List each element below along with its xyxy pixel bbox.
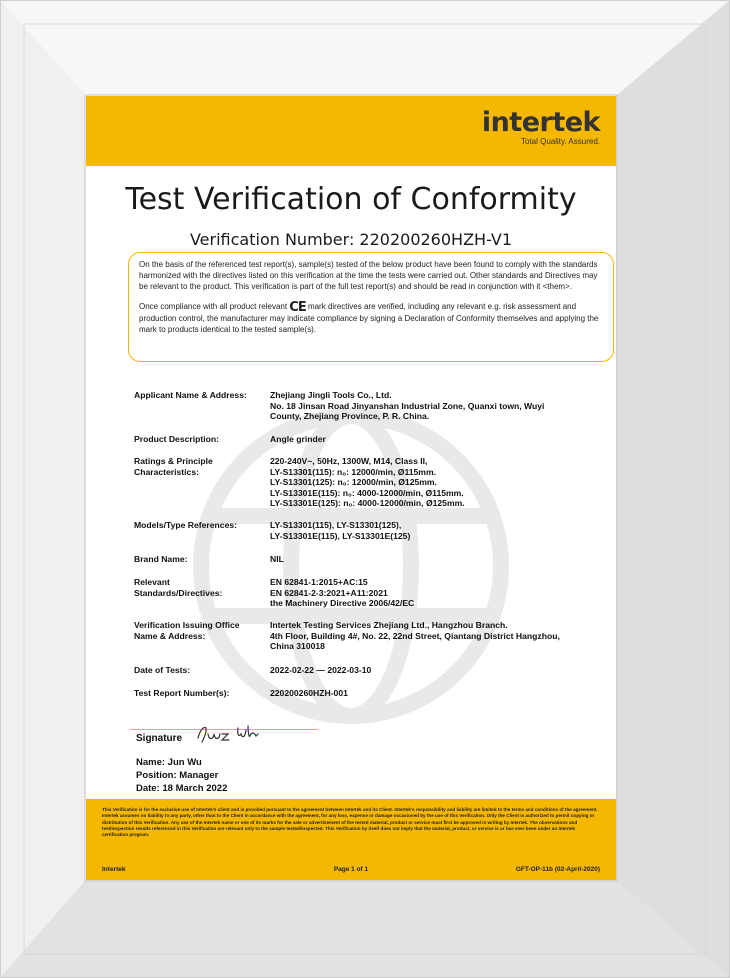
declaration-paragraph-1: On the basis of the referenced test report(s), sample(s) tested of the below product have been found to comply with the standards harmonized with the directives listed on this verification at the time the tests were carried out. Other standards and Directives may be relevant to the product. This verification is part of the full test report(s) and should be read in conjunction with it <them>. xyxy=(139,260,598,291)
label-brand: Brand Name: xyxy=(134,554,188,564)
value-office xyxy=(270,620,604,652)
value-brand: NIL xyxy=(270,554,284,564)
value-applicant xyxy=(270,390,604,422)
logo-wordmark: intertek xyxy=(481,107,600,138)
declaration-text-a: Once compliance with all product relevant xyxy=(139,302,290,311)
signer-details xyxy=(136,756,227,795)
label-line: Characteristics: xyxy=(134,466,199,477)
intertek-logo xyxy=(482,108,600,146)
value-line: No. 18 Jinsan Road Jinyanshan Industrial Zone, Quanxi town, Wuyi xyxy=(270,400,545,411)
value-line: LY-S13301E(115), LY-S13301E(125) xyxy=(270,530,411,541)
header-band xyxy=(86,96,616,166)
value-line: LY-S13301(125): n₀: 12000/min, Ø125mm. xyxy=(270,477,437,487)
label-dates: Date of Tests: xyxy=(134,665,191,675)
label-line: Ratings & Principle xyxy=(134,456,213,466)
document-title: Test Verification of Conformity xyxy=(125,182,577,217)
label-applicant: Applicant Name & Address: xyxy=(134,390,247,400)
handwritten-signature xyxy=(194,720,264,746)
value-line: China 310018 xyxy=(270,641,325,651)
signer-position: Position: Manager xyxy=(136,770,219,781)
value-dates: 2022-02-22 — 2022-03-10 xyxy=(270,665,372,675)
declaration-text-b: mark directives are verified, including any relevant e.g. risk assessment and production control, the manufacturer may indicate compliance by signing a Declaration of Conformity themselves and applying the mark to products identical to the tested sample(s). xyxy=(139,302,599,334)
signature-date: Date: 18 March 2022 xyxy=(136,783,228,794)
declaration-box xyxy=(128,252,614,362)
label-office xyxy=(134,620,264,641)
signer-name: Name: Jun Wu xyxy=(136,757,202,768)
logo-tagline: Total Quality. Assured. xyxy=(521,137,600,146)
globe-watermark xyxy=(181,396,521,736)
footer-band xyxy=(86,799,616,880)
footer-page-number: Page 1 of 1 xyxy=(333,866,369,873)
label-report: Test Report Number(s): xyxy=(134,688,230,698)
value-models xyxy=(270,520,604,541)
label-line: Name & Address: xyxy=(134,630,206,641)
value-line: County, Zhejiang Province, P. R. China. xyxy=(270,411,430,421)
value-line: Zhejiang Jingli Tools Co., Ltd. xyxy=(270,390,392,400)
value-line: EN 62841-1:2015+AC:15 xyxy=(270,577,368,587)
label-product: Product Description: xyxy=(134,434,219,444)
label-ratings xyxy=(134,456,264,477)
value-line: EN 62841-2-3:2021+A11:2021 xyxy=(270,587,388,598)
value-line: LY-S13301(115): n₀: 12000/min, Ø115mm. xyxy=(270,466,436,477)
value-line: Intertek Testing Services Zhejiang Ltd., Hangzhou Branch. xyxy=(270,620,508,630)
label-models: Models/Type References: xyxy=(134,520,237,530)
value-line: LY-S13301E(115): n₀: 4000-12000/min, Ø115mm. xyxy=(270,487,464,498)
disclaimer-text: This Verification is for the exclusive use of Intertek's client and is provided pursuant to the agreement between Intertek and its Client. Intertek's responsibility and liability are limited to the terms and conditions of the agreement. Intertek assumes no liability to any party, other than to the Client in accordance with the agreement, for any loss, expense or damage occasioned by the use of this Verification. Only the Client is authorized to permit copying or distribution of this Verification. Any use of the Intertek name or one of its marks for the sale or advertisement of the tested material, product or service must first be approved in writing by Intertek. The observations and test/inspection results referenced in this Verification are relevant only to the sample tested/inspected. This Verification by itself does not imply that the material, product, or service is or has ever been under an Intertek certification program. xyxy=(102,807,598,838)
verification-number: Verification Number: 220200260HZH-V1 xyxy=(189,230,513,249)
declaration-paragraph-2 xyxy=(139,301,603,335)
value-line: 220-240V~, 50Hz, 1300W, M14, Class II, xyxy=(270,456,428,466)
value-line: LY-S13301(115), LY-S13301(125), xyxy=(270,520,402,530)
ce-mark: CE xyxy=(289,300,306,315)
certificate-page xyxy=(86,96,616,880)
footer-form-code: GFT-OP-11b (02-April-2020) xyxy=(515,866,600,873)
value-standards xyxy=(270,577,604,609)
label-line: Verification Issuing Office xyxy=(134,620,240,630)
value-report: 220200260HZH-001 xyxy=(270,688,348,698)
label-line: Standards/Directives: xyxy=(134,587,223,598)
value-line: the Machinery Directive 2006/42/EC xyxy=(270,598,415,608)
value-ratings xyxy=(270,456,604,509)
value-product: Angle grinder xyxy=(270,434,326,444)
label-standards xyxy=(134,577,264,598)
value-line: 4th Floor, Building 4#, No. 22, 22nd Street, Qiantang District Hangzhou, xyxy=(270,630,560,641)
value-line: LY-S13301E(125): n₀: 4000-12000/min, Ø125mm. xyxy=(270,498,465,508)
label-line: Relevant xyxy=(134,577,170,587)
signature-label: Signature xyxy=(136,733,183,744)
footer-company: Intertek xyxy=(102,866,126,873)
